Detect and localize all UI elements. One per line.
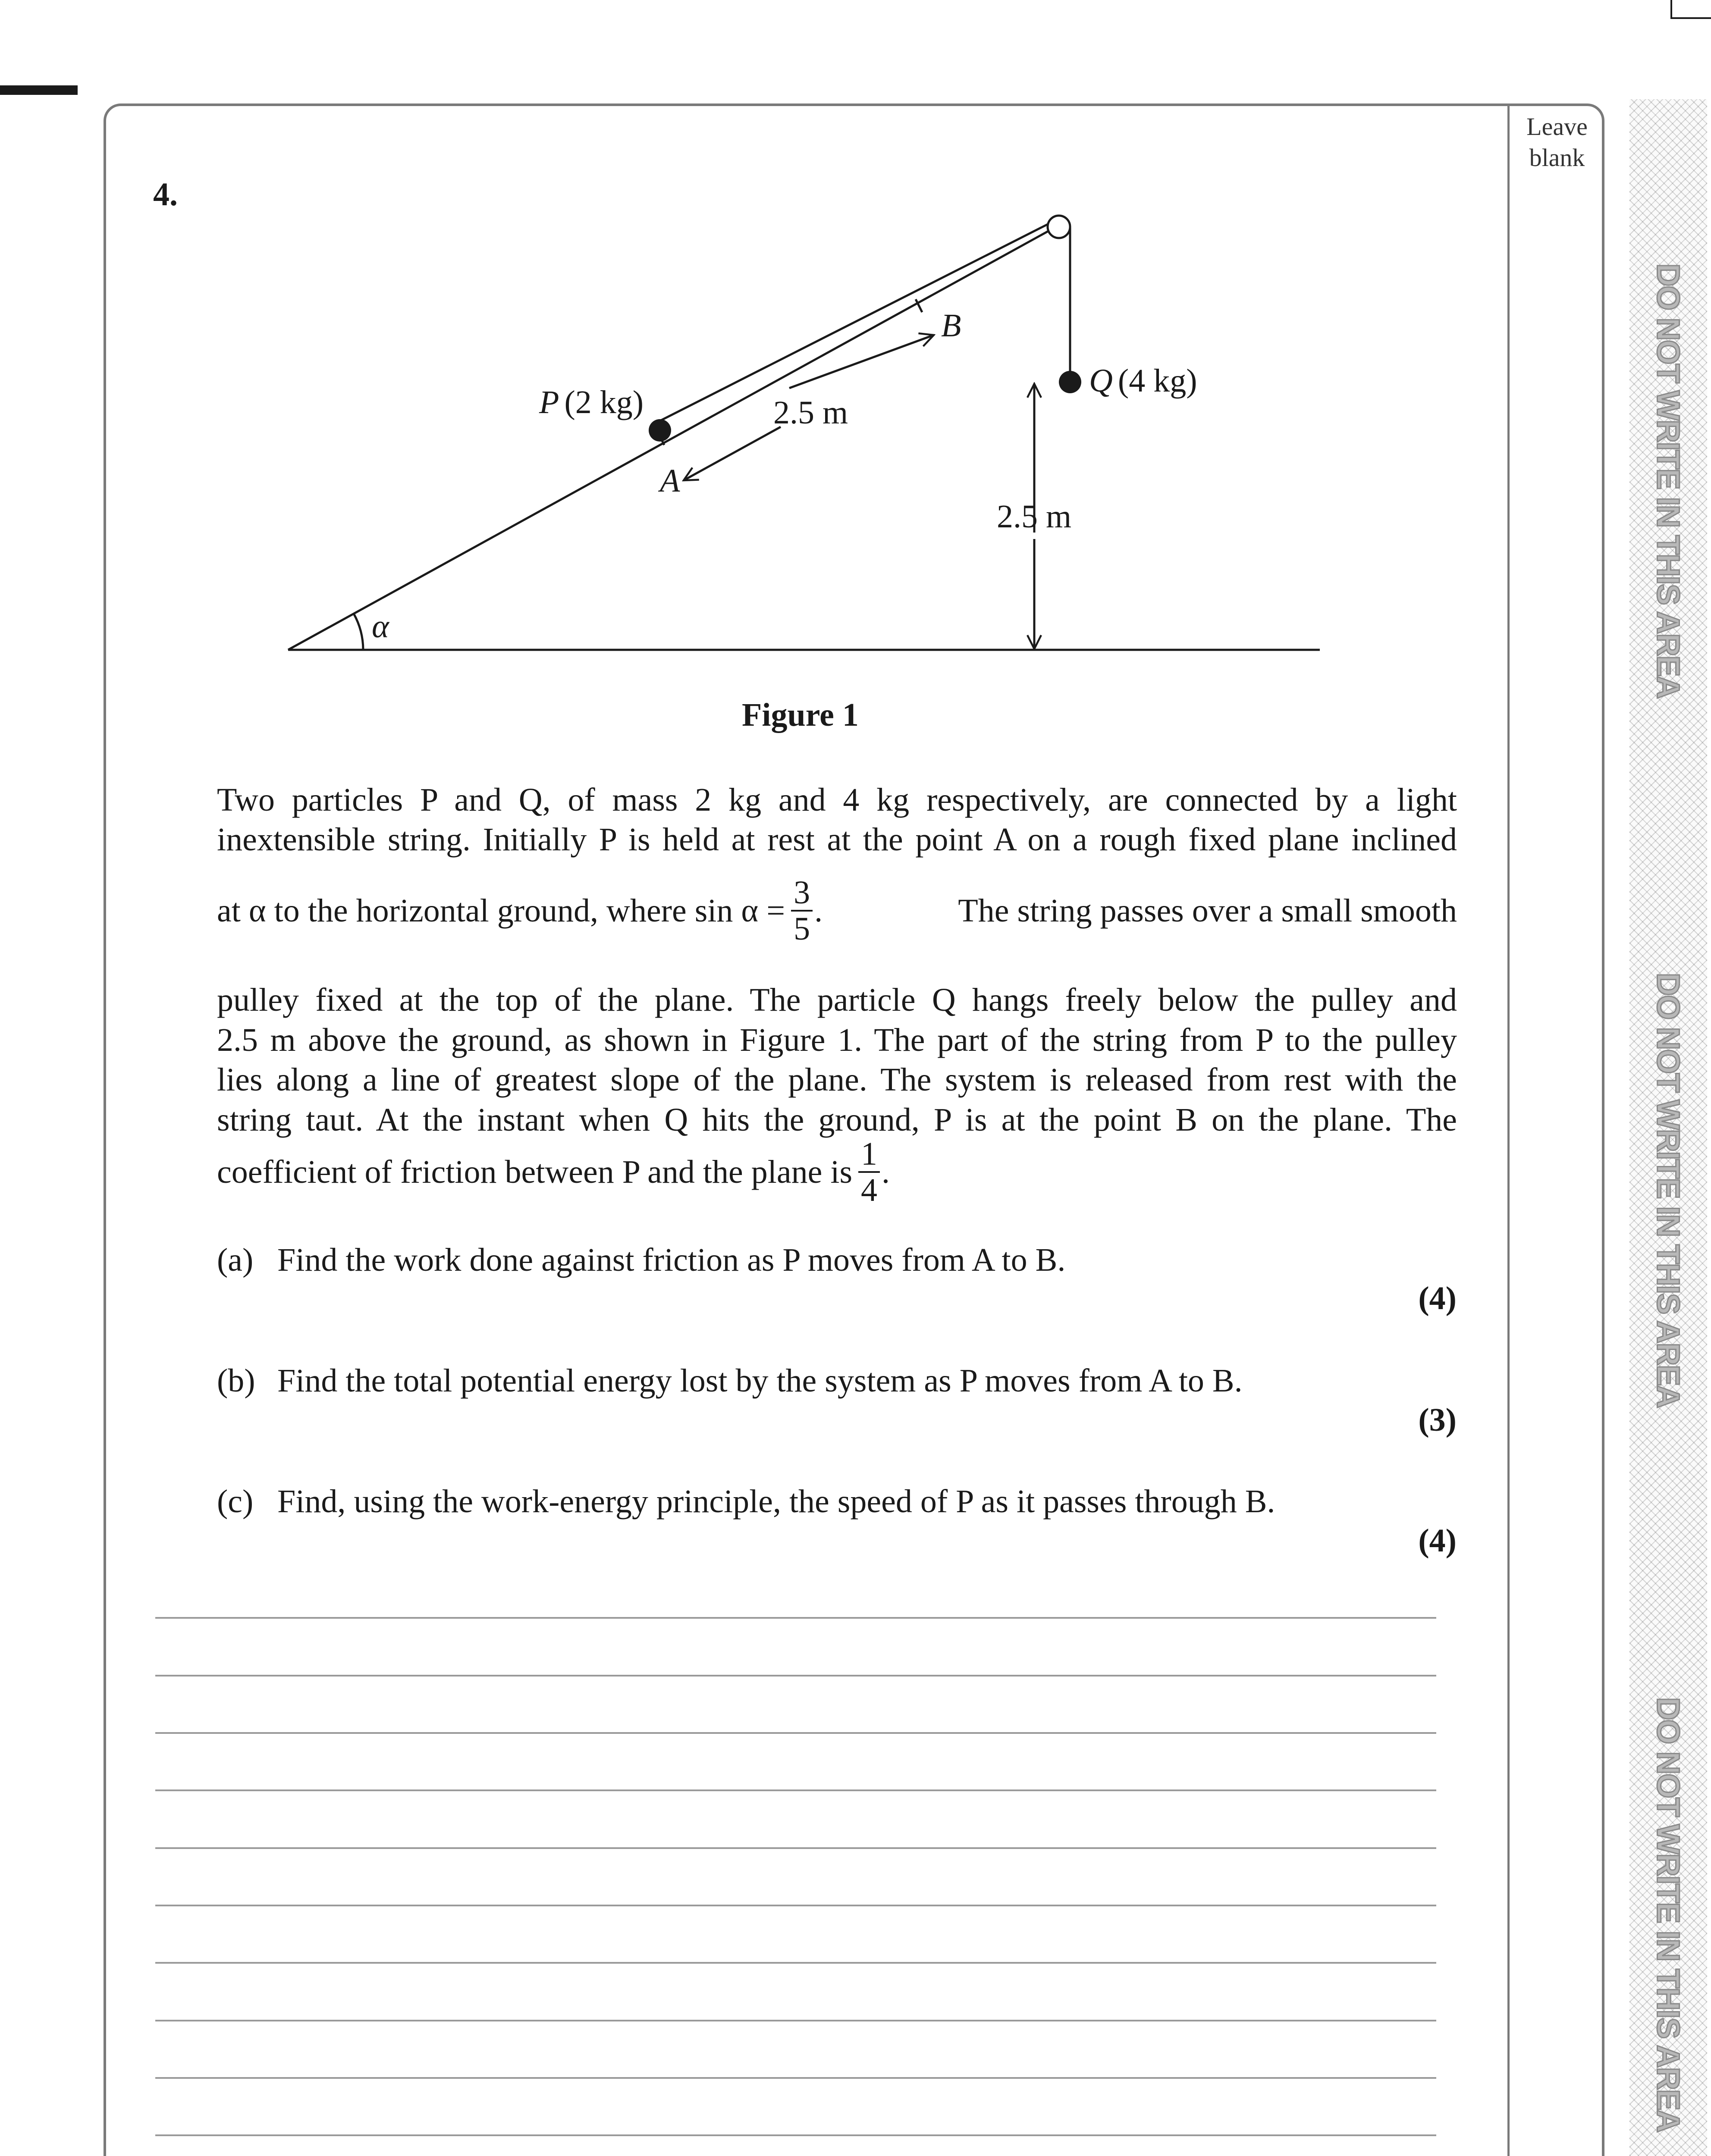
stem-line-6: lies along a line of greatest slope of the plane. The system is released from rest with the [217,1062,1457,1098]
leave-blank-label: Leave blank [1526,113,1588,172]
answer-line[interactable] [155,1617,1436,1619]
answer-line[interactable] [155,1847,1436,1849]
particle-q [1059,371,1081,393]
distance-arrow-down [684,427,781,480]
svg-text:P(2 kg) [539,384,644,420]
incline-line [288,228,1055,650]
label-p-mass: (2 kg) [564,384,644,420]
part-a [217,1240,1065,1280]
stem-line-4: pulley fixed at the top of the plane. The particle Q hangs freely below the pulley and [217,982,1457,1018]
answer-line[interactable] [155,1675,1436,1677]
answer-line[interactable] [155,1732,1436,1734]
answer-line[interactable] [155,2077,1436,2079]
label-q: Q [1089,363,1113,399]
stem-line-8-start: coefficient of friction between P and the plane is [217,1154,853,1190]
mu-numerator: 1 [858,1137,880,1173]
label-q-mass: (4 kg) [1118,363,1197,399]
svg-text:Q(4 kg) [1089,363,1197,399]
answer-line[interactable] [155,1962,1436,1964]
sin-alpha-fraction [791,875,813,946]
stem-line-7: string taut. At the instant when Q hits the ground, P is at the point B on the plane. The [217,1102,1457,1138]
stem-line-2: inextensible string. Initially P is held at rest at the point A on a rough fixed plane inclined [217,821,1457,858]
label-a: A [660,463,680,499]
label-angle: α [372,608,389,645]
label-slope-distance: 2.5 m [773,395,848,431]
mu-denominator: 4 [861,1172,878,1208]
stem-line-3-end: The string passes over a small smooth [958,893,1457,929]
sin-alpha-denominator: 5 [794,911,810,947]
mu-fraction [858,1137,880,1207]
stem-line-3-start: at α to the horizontal ground, where sin α = [217,893,785,929]
question-number: 4. [153,176,178,213]
part-a-label: (a) [217,1242,254,1278]
stem-line-3: at α to the horizontal ground, where sin α = $\frac{3}{5}$ . The string passes over a small smooth [217,874,1457,947]
answer-line[interactable] [155,1789,1436,1791]
label-p: P [539,384,559,420]
figure-1-diagram [0,0,1711,690]
part-b-marks: (3) [1418,1402,1457,1438]
sin-alpha-numerator: 3 [791,875,813,912]
part-a-marks: (4) [1418,1280,1457,1316]
part-c-marks: (4) [1418,1523,1457,1559]
answer-line[interactable] [155,2020,1436,2021]
answer-line[interactable] [155,1905,1436,1906]
string-upper [660,220,1055,421]
answer-line[interactable] [155,2134,1436,2136]
label-height: 2.5 m [997,498,1072,535]
angle-arc [354,614,363,650]
pulley [1048,216,1070,238]
part-c-text: Find, using the work-energy principle, the speed of P as it passes through B. [277,1483,1275,1520]
part-b-label: (b) [217,1363,255,1399]
figure-caption: Figure 1 [742,697,859,733]
part-c [217,1481,1275,1522]
part-b-text: Find the total potential energy lost by the system as P moves from A to B. [277,1363,1243,1399]
particle-p [649,419,671,442]
stem-line-8: coefficient of friction between P and the plane is $\frac{1}{4}$ . [217,1136,890,1208]
label-b: B [941,307,961,344]
part-a-text: Find the work done against friction as P moves from A to B. [277,1242,1066,1278]
stem-line-5: 2.5 m above the ground, as shown in Figure 1. The part of the string from P to the pulley [217,1022,1457,1058]
stem-line-1: Two particles P and Q, of mass 2 kg and 4 kg respectively, are connected by a light [217,782,1457,818]
part-c-label: (c) [217,1483,254,1520]
part-b [217,1360,1243,1401]
